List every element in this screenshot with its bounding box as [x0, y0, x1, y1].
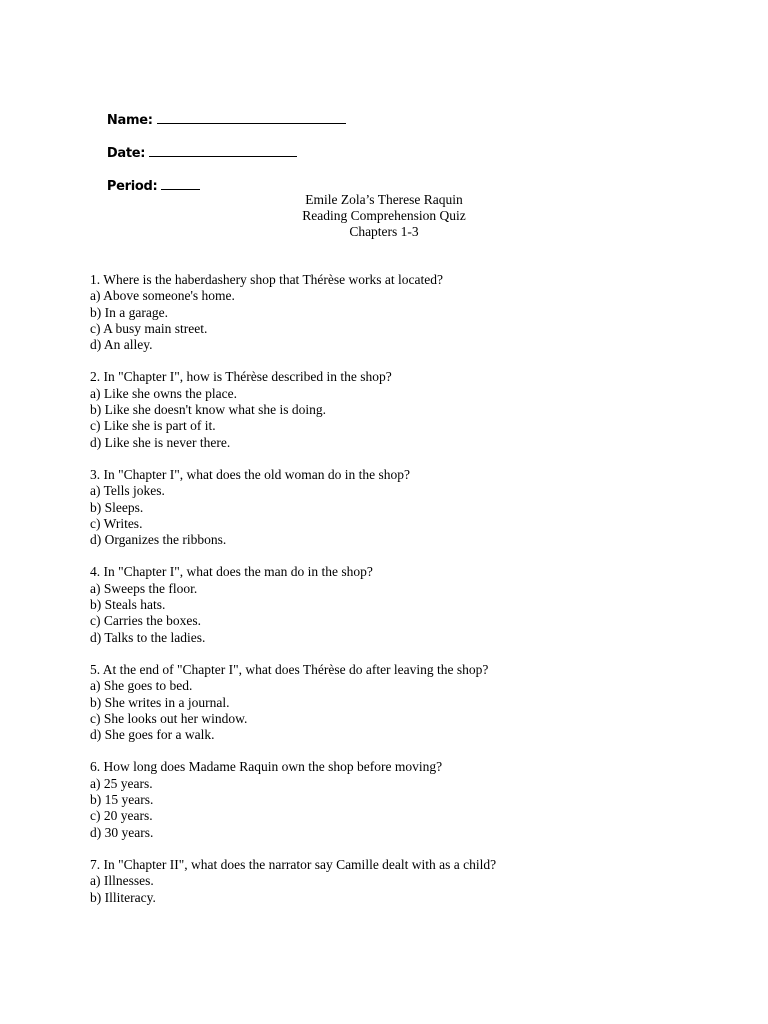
- answer-option: a) She goes to bed.: [90, 678, 193, 694]
- answer-option: a) 25 years.: [90, 775, 153, 791]
- answer-option: c) Like she is part of it.: [90, 418, 216, 434]
- question-text: 4. In "Chapter I", what does the man do in the shop?: [90, 564, 373, 580]
- question-3: [90, 467, 730, 548]
- question-text: 5. At the end of "Chapter I", what does Thérèse do after leaving the shop?: [90, 661, 489, 677]
- question-6: [90, 759, 730, 840]
- title-line-1: Emile Zola’s Therese Raquin: [305, 192, 463, 207]
- answer-option: b) Like she doesn't know what she is doing.: [90, 402, 327, 418]
- answer-option: c) Writes.: [90, 515, 143, 531]
- period-label: Period:: [106, 179, 158, 194]
- answer-option: b) 15 years.: [90, 792, 154, 808]
- answer-option: b) Illiteracy.: [90, 889, 156, 905]
- answer-option: d) An alley.: [90, 337, 153, 353]
- answer-option: c) She looks out her window.: [90, 710, 248, 726]
- answer-option: a) Above someone's home.: [90, 288, 235, 304]
- question-5: [90, 662, 730, 743]
- question-text: 7. In "Chapter II", what does the narrator say Camille dealt with as a child?: [90, 856, 497, 872]
- title-line-3: Chapters 1-3: [349, 224, 419, 240]
- answer-option: a) Illnesses.: [90, 873, 154, 889]
- answer-option: d) She goes for a walk.: [90, 727, 215, 743]
- answer-option: a) Tells jokes.: [90, 483, 165, 499]
- question-text: 1. Where is the haberdashery shop that Thérèse works at located?: [90, 272, 443, 287]
- answer-option: b) Steals hats.: [90, 597, 166, 613]
- question-4: [90, 564, 730, 645]
- question-text: 3. In "Chapter I", what does the old woman do in the shop?: [90, 466, 410, 482]
- question-text: 6. How long does Madame Raquin own the shop before moving?: [90, 759, 443, 775]
- answer-option: b) Sleeps.: [90, 499, 144, 515]
- name-label: Name:: [106, 113, 153, 128]
- date-blank-line[interactable]: [149, 143, 297, 157]
- question-1: [90, 272, 730, 353]
- quiz-title: [180, 192, 588, 241]
- title-line-2: Reading Comprehension Quiz: [302, 208, 466, 224]
- question-list: [90, 272, 730, 922]
- answer-option: a) Like she owns the place.: [90, 385, 237, 401]
- date-label: Date:: [106, 146, 146, 161]
- answer-option: b) In a garage.: [90, 304, 168, 320]
- question-2: [90, 369, 730, 450]
- answer-option: d) 30 years.: [90, 824, 154, 840]
- answer-option: c) A busy main street.: [90, 320, 208, 336]
- name-blank-line[interactable]: [157, 110, 346, 124]
- answer-option: c) 20 years.: [90, 808, 153, 824]
- answer-option: c) Carries the boxes.: [90, 613, 201, 629]
- answer-option: b) She writes in a journal.: [90, 694, 230, 710]
- answer-option: d) Like she is never there.: [90, 434, 231, 450]
- question-7: [90, 857, 730, 906]
- answer-option: a) Sweeps the floor.: [90, 580, 198, 596]
- answer-option: d) Organizes the ribbons.: [90, 532, 227, 548]
- question-text: 2. In "Chapter I", how is Thérèse described in the shop?: [90, 369, 392, 385]
- answer-option: d) Talks to the ladies.: [90, 629, 206, 645]
- period-blank-line[interactable]: [161, 176, 200, 190]
